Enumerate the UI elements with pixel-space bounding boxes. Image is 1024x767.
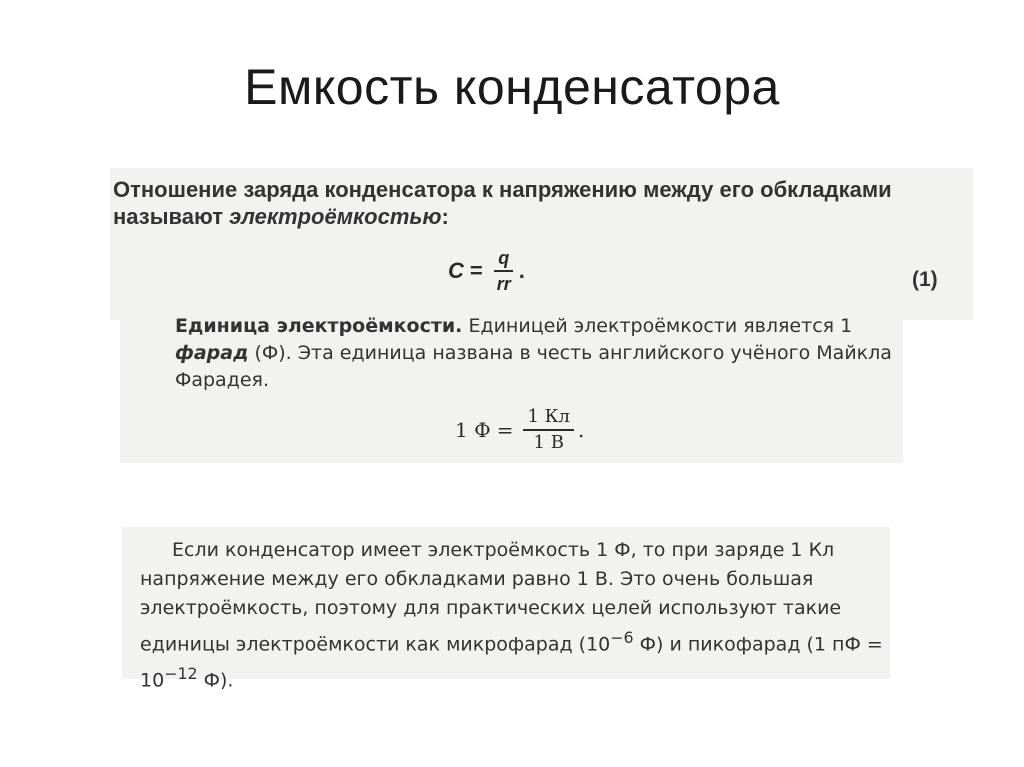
note-sup-2: −12 xyxy=(164,664,198,684)
definition-paragraph xyxy=(113,176,958,230)
farad-formula xyxy=(455,405,584,455)
farad-fraction xyxy=(523,405,574,455)
note-text-2: Ф) и пикофарад (1 пФ = 10 xyxy=(140,633,883,692)
capacitance-formula xyxy=(448,246,525,296)
unit-name: фарад xyxy=(175,342,249,364)
note-paragraph xyxy=(140,536,885,696)
definition-colon: : xyxy=(441,204,449,229)
unit-text-1: Единицей электроёмкости является 1 xyxy=(462,315,853,337)
note-sup-1: −6 xyxy=(610,628,634,647)
unit-text-2: (Ф). Эта единица названа в честь английского учёного Майкла Фарадея. xyxy=(175,342,892,391)
formula-equals: = xyxy=(469,258,483,283)
unit-paragraph xyxy=(175,313,895,394)
formula-numerator: q xyxy=(494,246,513,272)
note-text-3: Ф). xyxy=(197,669,234,692)
farad-equals: = xyxy=(496,418,514,442)
farad-numerator: 1 Кл xyxy=(523,405,574,431)
farad-lhs: 1 Ф xyxy=(455,418,491,442)
definition-text: Отношение заряда конденсатора к напряжению между его обкладками называют xyxy=(113,177,892,229)
unit-heading: Единица электроёмкости. xyxy=(175,315,463,337)
definition-term: электроёмкостью xyxy=(229,204,442,229)
formula-tail: . xyxy=(518,258,525,283)
note-text-1: Если конденсатор имеет электроёмкость 1 Ф, то при заряде 1 Кл напряжение между его обкладками равно 1 В. Это очень большая электроёмкость, поэтому для практических целей используют такие единицы электроёмкости как микрофарад (10 xyxy=(140,539,842,656)
formula-number: (1) xyxy=(912,268,938,291)
formula-lhs: C xyxy=(448,258,464,283)
formula-fraction xyxy=(493,246,515,296)
formula-denominator: rr xyxy=(496,274,511,294)
farad-denominator: 1 В xyxy=(533,432,564,453)
slide-title: Емкость конденсатора xyxy=(244,59,780,115)
farad-tail: . xyxy=(578,418,585,442)
